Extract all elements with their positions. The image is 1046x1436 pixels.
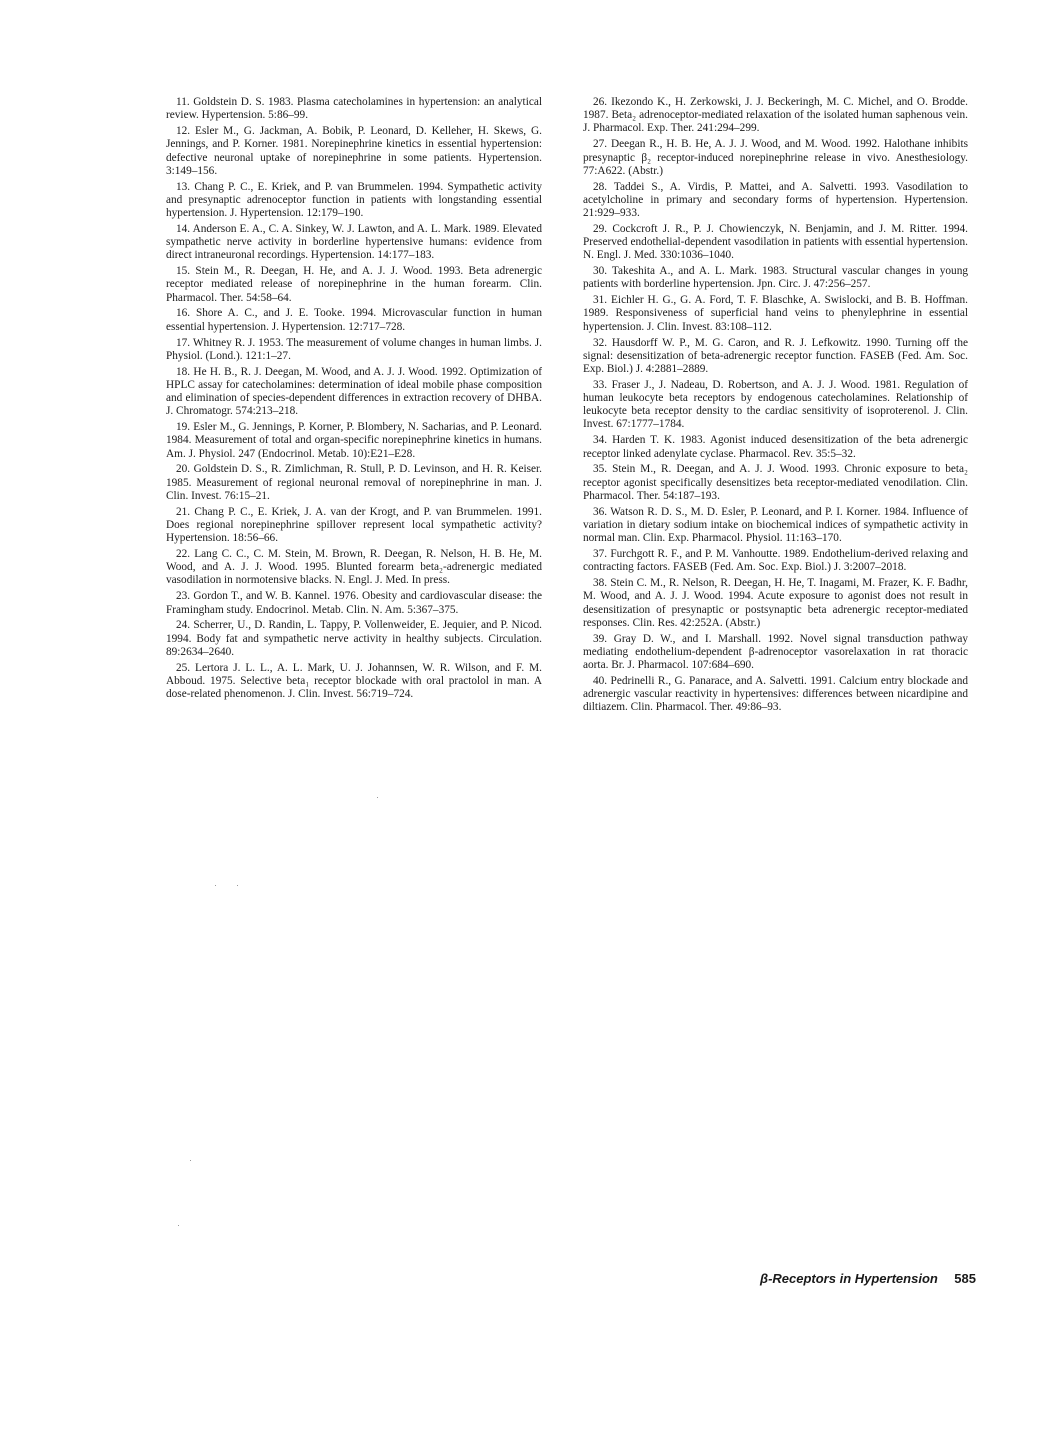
reference-item: 17. Whitney R. J. 1953. The measurement of volume changes in human limbs. J. Physiol. (Lond.). 121:1–27.: [166, 336, 542, 362]
scan-speck: [190, 1160, 191, 1161]
page-footer: [760, 1271, 976, 1286]
reference-item: 23. Gordon T., and W. B. Kannel. 1976. Obesity and cardiovascular disease: the Framingham study. Endocrinol. Metab. Clin. N. Am. 5:367–375.: [166, 590, 542, 616]
reference-item: 35. Stein M., R. Deegan, and A. J. J. Wood. 1993. Chronic exposure to beta₂ receptor agonist specifically desensitizes beta receptor-mediated venodilation. Clin. Pharmacol. Ther. 54:187–193.: [583, 463, 968, 502]
reference-item: 34. Harden T. K. 1983. Agonist induced desensitization of the beta adrenergic receptor linked adenylate cyclase. Pharmacol. Rev. 35:5–32.: [583, 434, 968, 460]
reference-item: 11. Goldstein D. S. 1983. Plasma catecholamines in hypertension: an analytical review. Hypertension. 5:86–99.: [166, 96, 542, 122]
reference-item: 26. Ikezondo K., H. Zerkowski, J. J. Beckeringh, M. C. Michel, and O. Brodde. 1987. Beta₂ adrenoceptor-mediated relaxation of the isolated human saphenous vein. J. Pharmacol. Exp. Ther. 241:294–299.: [583, 96, 968, 135]
reference-item: 31. Eichler H. G., G. A. Ford, T. F. Blaschke, A. Swislocki, and B. B. Hoffman. 1989. Responsiveness of superficial hand veins to phenylephrine in essential hypertension. J. Clin. Invest. 83:108–112.: [583, 294, 968, 333]
reference-item: 29. Cockcroft J. R., P. J. Chowienczyk, N. Benjamin, and J. M. Ritter. 1994. Preserved endothelial-dependent vasodilation in patients with essential hypertension. N. Engl. J. Med. 330:1036–1040.: [583, 222, 968, 262]
reference-item: 39. Gray D. W., and I. Marshall. 1992. Novel signal transduction pathway mediating endothelium-dependent β-adrenoceptor vasorelaxation in rat thoracic aorta. Br. J. Pharmacol. 107:684–690.: [583, 632, 968, 672]
reference-item: 40. Pedrinelli R., G. Panarace, and A. Salvetti. 1991. Calcium entry blockade and adrenergic vascular reactivity in hypertensives: differences between nicardipine and diltiazem. Clin. Pharmacol. Ther. 49:86–93.: [583, 674, 968, 714]
reference-item: 18. He H. B., R. J. Deegan, M. Wood, and A. J. J. Wood. 1992. Optimization of HPLC assay for catecholamines: determination of ideal mobile phase composition and elimination of species-dependent differences in extraction recovery of DHBA. J. Chromatogr. 574:213–218.: [166, 365, 542, 418]
reference-item: 38. Stein C. M., R. Nelson, R. Deegan, H. He, T. Inagami, M. Frazer, K. F. Badhr, M. Wood, and A. J. J. Wood. 1994. Acute exposure to agonist does not result in desensitization of presynaptic or postsynaptic beta adrenergic receptor-mediated responses. Clin. Res. 42:252A. (Abstr.): [583, 577, 968, 629]
reference-item: 30. Takeshita A., and A. L. Mark. 1983. Structural vascular changes in young patients with borderline hypertension. Jpn. Circ. J. 47:256–257.: [583, 265, 968, 291]
reference-item: 33. Fraser J., J. Nadeau, D. Robertson, and A. J. J. Wood. 1981. Regulation of human leukocyte beta receptors by endogenous catecholamines. Relationship of leukocyte beta receptor density to the cardiac sensitivity of isoproterenol. J. Clin. Invest. 67:1777–1784.: [583, 378, 968, 431]
reference-item: 37. Furchgott R. F., and P. M. Vanhoutte. 1989. Endothelium-derived relaxing and contracting factors. FASEB (Fed. Am. Soc. Exp. Biol.) J. 3:2007–2018.: [583, 548, 968, 574]
scan-speck: [377, 797, 378, 798]
reference-item: 12. Esler M., G. Jackman, A. Bobik, P. Leonard, D. Kelleher, H. Skews, G. Jennings, and P. Korner. 1981. Norepinephrine kinetics in essential hypertension: defective neuronal uptake of norepinephrine in some patients. Hypertension. 3:149–156.: [166, 125, 542, 177]
reference-item: 20. Goldstein D. S., R. Zimlichman, R. Stull, P. D. Levinson, and H. R. Keiser. 1985. Measurement of regional neuronal removal of norepinephrine in man. J. Clin. Invest. 76:15–21.: [166, 463, 542, 502]
reference-item: 24. Scherrer, U., D. Randin, L. Tappy, P. Vollenweider, E. Jequier, and P. Nicod. 1994. Body fat and sympathetic nerve activity in healthy subjects. Circulation. 89:2634–2640.: [166, 619, 542, 658]
reference-list-left: [166, 96, 542, 704]
scan-speck: [178, 1225, 179, 1226]
reference-item: 27. Deegan R., H. B. He, A. J. J. Wood, and M. Wood. 1992. Halothane inhibits presynaptic β₂ receptor-induced norepinephrine release in vivo. Anesthesiology. 77:A622. (Abstr.): [583, 138, 968, 177]
page-number: 585: [954, 1271, 976, 1286]
running-title: β-Receptors in Hypertension: [760, 1271, 938, 1286]
reference-item: 14. Anderson E. A., C. A. Sinkey, W. J. Lawton, and A. L. Mark. 1989. Elevated sympathetic nerve activity in borderline hypertensive humans: evidence from direct intraneuronal recordings. Hypertension. 14:177–183.: [166, 222, 542, 262]
reference-item: 21. Chang P. C., E. Kriek, J. A. van der Krogt, and P. van Brummelen. 1991. Does regional norepinephrine spillover represent local sympathetic activity? Hypertension. 18:56–66.: [166, 505, 542, 545]
reference-item: 15. Stein M., R. Deegan, H. He, and A. J. J. Wood. 1993. Beta adrenergic receptor mediated release of norepinephrine in the human forearm. Clin. Pharmacol. Ther. 54:58–64.: [166, 265, 542, 304]
reference-item: 16. Shore A. C., and J. E. Tooke. 1994. Microvascular function in human essential hypertension. J. Hypertension. 12:717–728.: [166, 307, 542, 333]
reference-item: 22. Lang C. C., C. M. Stein, M. Brown, R. Deegan, R. Nelson, H. B. He, M. Wood, and A. J. J. Wood. 1995. Blunted forearm beta₂-adrenergic mediated vasodilation in normotensive blacks. N. Engl. J. Med. In press.: [166, 548, 542, 587]
reference-item: 36. Watson R. D. S., M. D. Esler, P. Leonard, and P. I. Korner. 1984. Influence of variation in dietary sodium intake on biochemical indices of sympathetic activity in normal man. Clin. Exp. Pharmacol. Physiol. 11:163–170.: [583, 505, 968, 545]
scan-speck: [237, 885, 238, 886]
reference-item: 19. Esler M., G. Jennings, P. Korner, P. Blombery, N. Sacharias, and P. Leonard. 1984. Measurement of total and organ-specific norepinephrine kinetics in humans. Am. J. Physiol. 247 (Endocrinol. Metab. 10):E21–E28.: [166, 421, 542, 460]
reference-list-right: [583, 96, 968, 717]
reference-item: 13. Chang P. C., E. Kriek, and P. van Brummelen. 1994. Sympathetic activity and presynaptic adrenoceptor function in patients with longstanding essential hypertension. J. Hypertension. 12:179–190.: [166, 180, 542, 219]
scan-speck: [215, 885, 216, 886]
reference-item: 25. Lertora J. L. L., A. L. Mark, U. J. Johannsen, W. R. Wilson, and F. M. Abboud. 1975. Selective beta₁ receptor blockade with oral practolol in man. A dose-related phenomenon. J. Clin. Invest. 56:719–724.: [166, 661, 542, 701]
reference-item: 32. Hausdorff W. P., M. G. Caron, and R. J. Lefkowitz. 1990. Turning off the signal: desensitization of beta-adrenergic receptor function. FASEB (Fed. Am. Soc. Exp. Biol.) J. 4:2881–2889.: [583, 336, 968, 375]
reference-item: 28. Taddei S., A. Virdis, P. Mattei, and A. Salvetti. 1993. Vasodilation to acetylcholine in primary and secondary forms of hypertension. Hypertension. 21:929–933.: [583, 180, 968, 219]
